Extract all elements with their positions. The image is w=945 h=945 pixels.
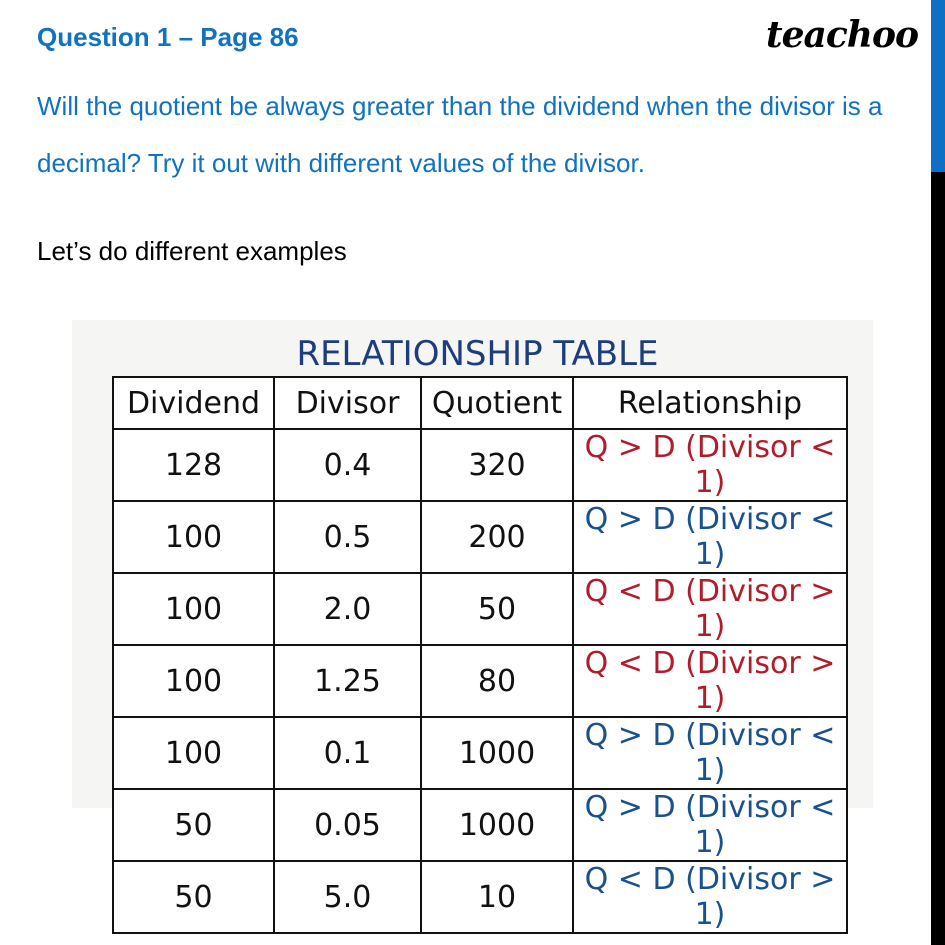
cell-divisor: 5.0	[274, 861, 421, 933]
cell-dividend: 100	[113, 645, 274, 717]
cell-quotient: 1000	[421, 789, 573, 861]
cell-quotient: 1000	[421, 717, 573, 789]
side-accent-bar	[931, 0, 945, 172]
cell-relationship: Q > D (Divisor < 1)	[573, 789, 847, 861]
cell-relationship: Q < D (Divisor > 1)	[573, 573, 847, 645]
cell-quotient: 200	[421, 501, 573, 573]
cell-quotient: 50	[421, 573, 573, 645]
cell-quotient: 320	[421, 429, 573, 501]
table-row	[113, 501, 847, 573]
cell-divisor: 0.5	[274, 501, 421, 573]
relationship-table	[112, 376, 848, 934]
cell-divisor: 2.0	[274, 573, 421, 645]
table-row	[113, 645, 847, 717]
cell-relationship: Q > D (Divisor < 1)	[573, 501, 847, 573]
relationship-table-image	[72, 320, 873, 932]
cell-divisor: 0.05	[274, 789, 421, 861]
cell-relationship: Q < D (Divisor > 1)	[573, 861, 847, 933]
cell-relationship: Q > D (Divisor < 1)	[573, 429, 847, 501]
cell-relationship: Q > D (Divisor < 1)	[573, 717, 847, 789]
table-header-row	[113, 377, 847, 429]
cell-dividend: 100	[113, 717, 274, 789]
question-title: Question 1 – Page 86	[37, 22, 299, 52]
header-relationship: Relationship	[573, 377, 847, 429]
cell-dividend: 50	[113, 789, 274, 861]
table-row	[113, 429, 847, 501]
cell-quotient: 80	[421, 645, 573, 717]
question-text: Will the quotient be always greater than the dividend when the divisor is a decimal? Try it out with different values of the divisor.	[37, 91, 883, 178]
cell-divisor: 0.1	[274, 717, 421, 789]
intro-text: Let’s do different examples	[37, 236, 347, 266]
header-quotient: Quotient	[421, 377, 573, 429]
table-title: RELATIONSHIP TABLE	[296, 334, 659, 374]
cell-quotient: 10	[421, 861, 573, 933]
table-row	[113, 861, 847, 933]
teachoo-logo: teachoo	[766, 14, 918, 56]
cell-dividend: 50	[113, 861, 274, 933]
header-divisor: Divisor	[274, 377, 421, 429]
side-dark-bar	[931, 172, 945, 945]
header-dividend: Dividend	[113, 377, 274, 429]
cell-divisor: 1.25	[274, 645, 421, 717]
cell-dividend: 100	[113, 501, 274, 573]
cell-relationship: Q < D (Divisor > 1)	[573, 645, 847, 717]
table-row	[113, 573, 847, 645]
table-row	[113, 717, 847, 789]
table-row	[113, 789, 847, 861]
cell-dividend: 128	[113, 429, 274, 501]
cell-divisor: 0.4	[274, 429, 421, 501]
cell-dividend: 100	[113, 573, 274, 645]
